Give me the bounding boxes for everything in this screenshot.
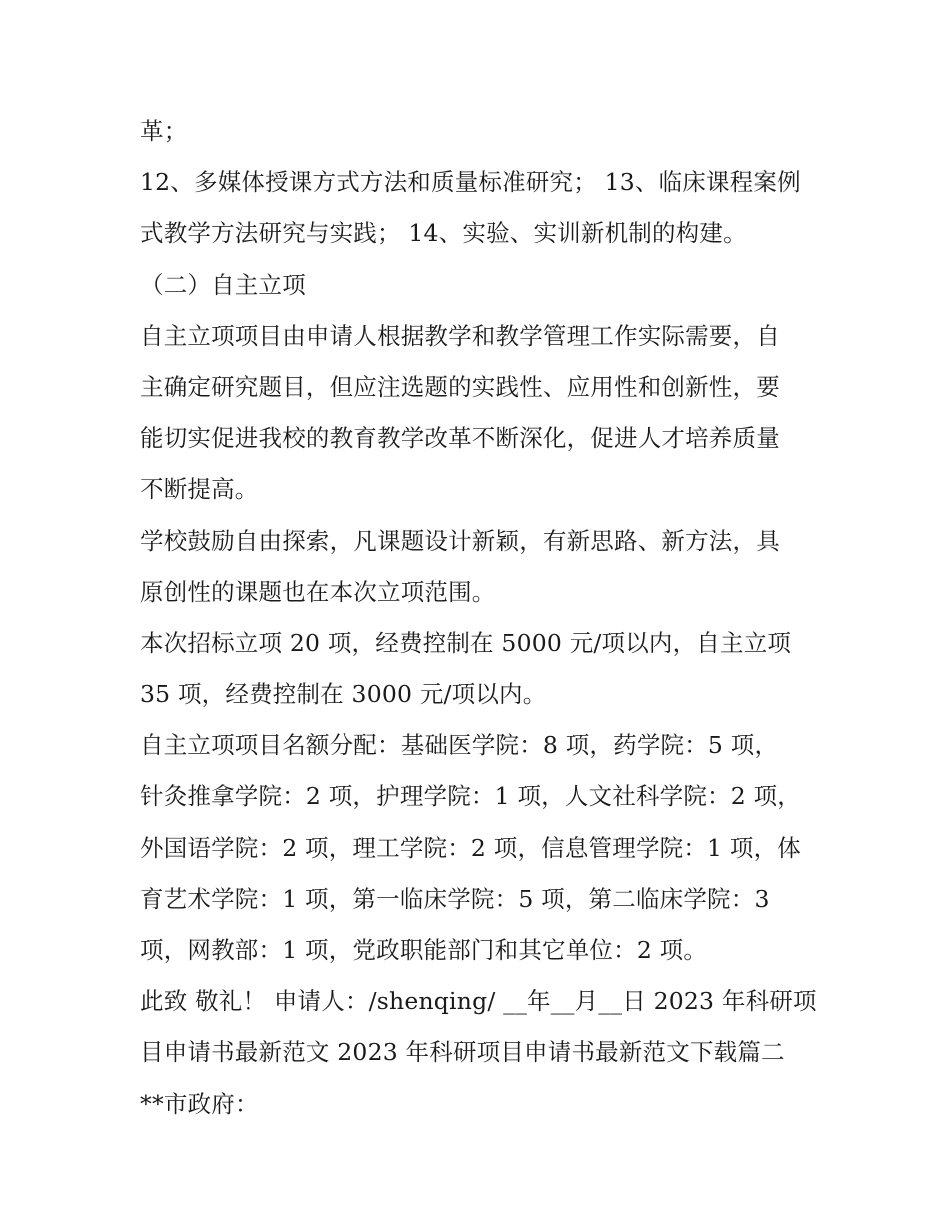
text-line: 能切实促进我校的教育教学改革不断深化，促进人才培养质量: [140, 424, 780, 453]
text-line: 原创性的课题也在本次立项范围。: [140, 577, 496, 606]
text-line: 育艺术学院：1 项，第一临床学院：5 项，第二临床学院：3: [140, 884, 770, 913]
text-line: 外国语学院：2 项，理工学院：2 项，信息管理学院：1 项，体: [140, 833, 801, 862]
text-line: 不断提高。: [140, 475, 259, 504]
text-line: 12、多媒体授课方式方法和质量标准研究； 13、临床课程案例: [140, 168, 801, 197]
text-line: 此致 敬礼！ 申请人：/shenqing/ __年__月__日 2023 年科研项: [140, 987, 817, 1016]
text-line: 本次招标立项 20 项，经费控制在 5000 元/项以内，自主立项: [140, 628, 792, 657]
text-line: 自主立项项目名额分配：基础医学院：8 项，药学院：5 项，: [140, 731, 779, 760]
text-line: **市政府：: [140, 1089, 259, 1118]
text-line: 学校鼓励自由探索，凡课题设计新颖，有新思路、新方法，具: [140, 526, 780, 555]
text-line: 革；: [140, 117, 188, 145]
text-line: 目申请书最新范文 2023 年科研项目申请书最新范文下载篇二: [140, 1038, 785, 1067]
section-heading: （二）自主立项: [140, 270, 306, 299]
text-line: 主确定研究题目，但应注选题的实践性、应用性和创新性，要: [140, 372, 780, 401]
text-line: 自主立项项目由申请人根据教学和教学管理工作实际需要，自: [140, 321, 780, 350]
document-body: [140, 106, 820, 1130]
text-line: 式教学方法研究与实践； 14、实验、实训新机制的构建。: [140, 219, 747, 248]
text-line: 35 项，经费控制在 3000 元/项以内。: [140, 680, 547, 709]
text-line: 针灸推拿学院：2 项，护理学院：1 项，人文社科学院：2 项，: [140, 782, 801, 811]
text-line: 项，网教部：1 项，党政职能部门和其它单位：2 项。: [140, 936, 708, 964]
